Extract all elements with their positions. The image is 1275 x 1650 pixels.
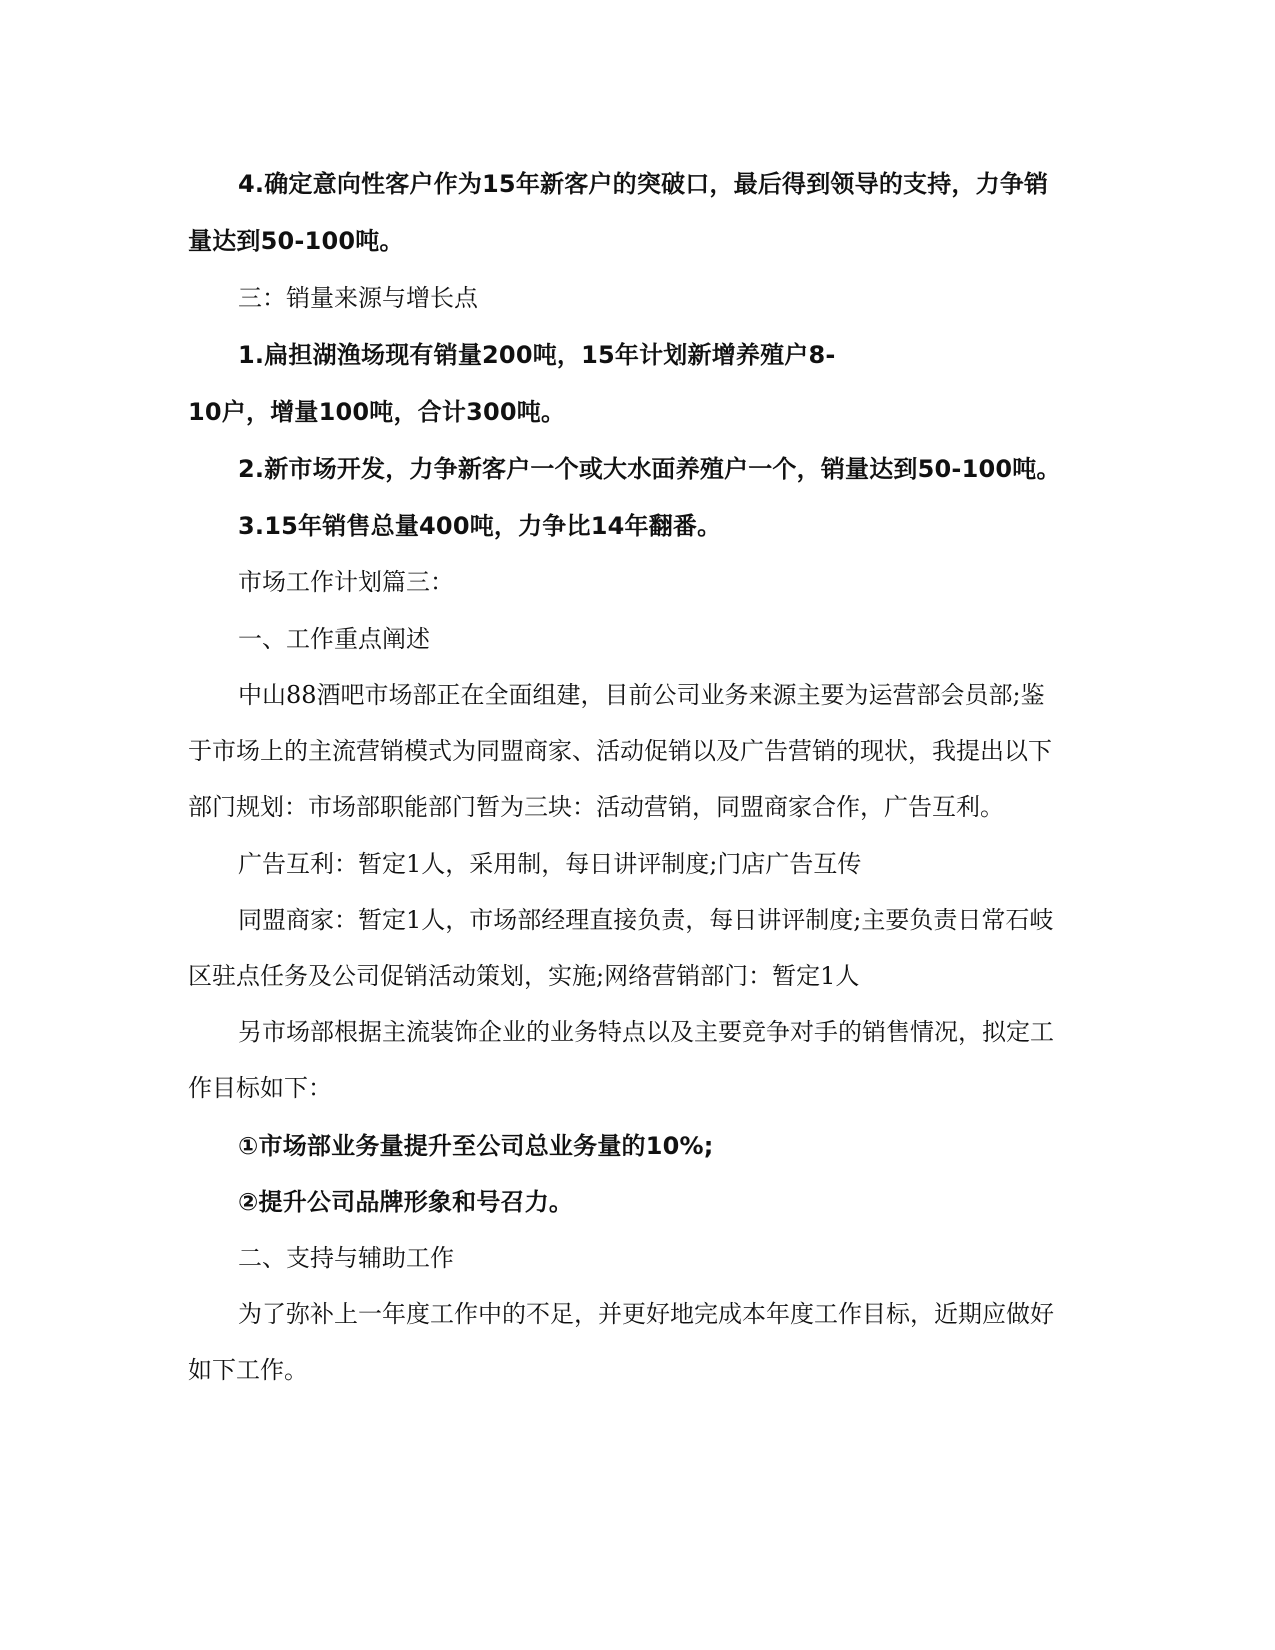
paragraph-line: 10户，增量100吨，合计300吨。	[188, 398, 566, 426]
paragraph-line: 如下工作。	[188, 1356, 308, 1384]
paragraph-line: 量达到50-100吨。	[188, 227, 404, 255]
paragraph-line: 同盟商家：暂定1人，市场部经理直接负责，每日讲评制度;主要负责日常石岐	[238, 906, 1054, 934]
section-heading: 一、工作重点阐述	[238, 625, 430, 653]
goal-item: ①市场部业务量提升至公司总业务量的10%;	[238, 1132, 714, 1160]
paragraph-line: 中山88酒吧市场部正在全面组建，目前公司业务来源主要为运营部会员部;鉴	[238, 681, 1045, 709]
paragraph-line: 广告互利：暂定1人，采用制，每日讲评制度;门店广告互传	[238, 850, 862, 878]
paragraph-line: 于市场上的主流营销模式为同盟商家、活动促销以及广告营销的现状，我提出以下	[188, 737, 1052, 765]
paragraph-line: 部门规划：市场部职能部门暂为三块：活动营销，同盟商家合作，广告互利。	[188, 793, 1004, 821]
goal-item: ②提升公司品牌形象和号召力。	[238, 1188, 574, 1216]
paragraph-line: 1.扁担湖渔场现有销量200吨，15年计划新增养殖户8-	[238, 341, 836, 369]
section-heading: 二、支持与辅助工作	[238, 1244, 454, 1272]
paragraph-line: 为了弥补上一年度工作中的不足，并更好地完成本年度工作目标，近期应做好	[238, 1300, 1054, 1328]
paragraph-line: 作目标如下：	[188, 1074, 332, 1102]
paragraph-line: 3.15年销售总量400吨，力争比14年翻番。	[238, 512, 722, 540]
section-heading: 三：销量来源与增长点	[238, 284, 478, 312]
paragraph-line: 区驻点任务及公司促销活动策划，实施;网络营销部门：暂定1人	[188, 962, 860, 990]
section-title: 市场工作计划篇三：	[238, 568, 454, 596]
paragraph-line: 另市场部根据主流装饰企业的业务特点以及主要竞争对手的销售情况，拟定工	[238, 1018, 1054, 1046]
paragraph-line: 4.确定意向性客户作为15年新客户的突破口，最后得到领导的支持，力争销	[238, 170, 1049, 198]
paragraph-line: 2.新市场开发，力争新客户一个或大水面养殖户一个，销量达到50-100吨。	[238, 455, 1061, 483]
